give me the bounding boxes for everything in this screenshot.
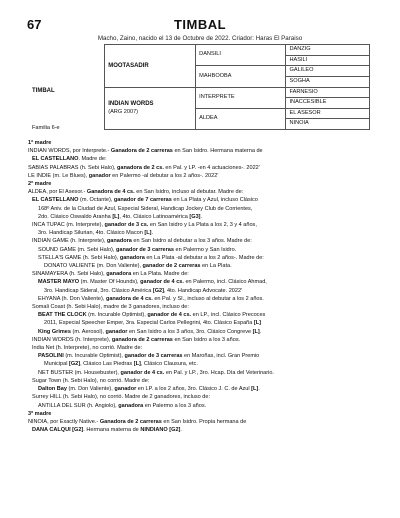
bold-text: EL CASTELLANO [32,156,79,163]
record-line [28,278,372,286]
record-text: NINOIA, por Exactly Native.- [28,418,100,425]
record-text: INDIAN WORDS (h. Interprete), [32,336,112,343]
record-text: en San Isidro y La Plata a los 2, 3 y 4 años, [148,222,257,229]
record-line [28,352,372,360]
record-line [28,295,372,303]
record-text: DONATO VALIENTE (m. Don Valiente), [44,263,143,270]
section-heading: 1ª madre [28,140,52,146]
record-text: en LP. a los 2 años, 3ro. Clásico J. C. de Azul [136,386,252,393]
record-line [28,393,372,401]
bold-text: [L] [112,213,120,220]
record-text: 3ro. Handicap Sideral, 3ro. Clásico América [44,287,153,294]
record-text: . [180,427,182,434]
record-line [28,229,372,237]
bold-text: DANA CALQUI [G2] [32,427,84,434]
record-text: en Palermo y San Isidro. [173,246,237,253]
bold-text: [L] [253,320,261,327]
bold-text: ganadora de 2 cs. [117,164,164,171]
record-line [28,287,372,295]
bold-text: Ganadora de 4 cs. [86,189,135,196]
pedigree-gp-3: INTERPRETE [196,87,286,108]
record-text: en San Isidro a los 3 años, 3ro. Clásico Congreve [127,328,253,335]
pedigree-ggp-6: INACCESIBLE [286,98,370,109]
pedigree-gp-1: DANSILI [196,45,286,66]
bold-text: ganador de 7 carreras [113,197,172,204]
record-line [28,262,372,270]
record-line [28,426,372,434]
record-text: ANTILLA DEL SUR (h. Angiolo), [38,402,119,409]
record-text: en San Isidro, incluso al debutar. Madre de: [134,189,244,196]
pedigree-ggp-7: EL ASESOR [286,108,370,119]
record-line [28,254,372,262]
bold-text: Ganadora de 2 carreras [99,418,162,425]
pedigree-ggp-3: GALILEO [286,66,370,77]
record-line [28,270,372,278]
bold-text: [G2] [152,287,164,294]
record-text: ALDEA, por El Asesor.- [28,189,87,196]
bold-text: ganador [105,328,128,335]
bold-text: [G2] [68,361,81,368]
pedigree-dam-cell [105,87,196,130]
pedigree-ggp-1: DANZIG [286,45,370,56]
bold-text: EL CASTELLANO [32,197,79,204]
bold-text: [G3] [189,213,201,220]
record-text: , 4to. Handicap Advocate. 2022' [163,287,243,294]
record-text: . Madre de: [78,156,107,163]
bold-text: NINDIANO [G2] [140,427,181,434]
record-line [28,418,372,426]
record-text: SABIAS PALABRAS (h. Sebi Halo), [28,164,117,171]
bold-text: ganadora [106,271,132,278]
record-text: en Palermo -al debutar a los 2 años-. 2022' [110,172,219,179]
bold-text: MASTER MAYO [38,279,80,286]
record-text: (m. Octante), [78,197,114,204]
bold-text: ganador de 3 carreras [115,246,174,253]
pedigree-table [28,44,370,130]
record-text: 2do. Clásico Oswaldo Aranha [38,213,113,220]
record-line [28,237,372,245]
record-text: en La Plata y Azul, incluso Clásico [171,197,258,204]
record-text: India Net (h. Interprete), no corrió. Madre de: [32,345,143,352]
record-line [28,164,372,172]
record-text: 2011, Especial Speecher Emper, 3ra. Especial Carlos Pellegrini, 4to. Clásico España [44,320,254,327]
pedigree-dam-year: (ARG 2007) [108,108,139,115]
horse-name-title: TIMBAL [173,17,227,32]
record-line [28,377,372,385]
pedigree-ggp-2: HASILI [286,55,370,66]
bold-text: ganador de 4 cs. [140,279,184,286]
bold-text: ganadora de 4 cs. [105,295,153,302]
record-text: en La Plata -al debutar a los 2 años-. Madre de: [144,254,264,261]
section-heading: 2ª madre [28,181,52,188]
pedigree-horse-name: TIMBAL [32,87,55,94]
pedigree-ggp-5: FARNESIO [286,87,370,98]
bold-text: ganadora [118,402,144,409]
record-text: STELLA'S GAME (h. Sebi Halo), [38,254,120,261]
record-text: en Pal. y LP. -en 4 actuaciones-. 2022' [163,164,260,171]
bold-text: [L] [144,230,152,237]
record-line [28,360,372,368]
record-text: NET BUSTER (m. Housebuster), [38,369,121,376]
record-text: INDIAN WORDS, por Interprete.- [28,148,111,155]
record-line [28,402,372,410]
record-line [28,246,372,254]
pedigree-gp-2: MAHBOOBA [196,66,286,87]
bold-text: ganadora de 2 carreras [111,336,173,343]
record-text: SINAMAYERA (h. Sebi Halo), [32,271,107,278]
record-text: , Clásico Las Piedras [80,361,134,368]
bold-text: PASOLINI [38,353,64,360]
pedigree-horse-cell [28,45,105,130]
record-text: Sugar Town (h. Sebi Halo), no corrió. Madre de: [32,377,150,384]
record-text: (m. Master Of Hounds), [79,279,141,286]
record-text: en Palermo, incl. Clásico Ahmad, [183,279,267,286]
record-text: 3ro. Handicap Silurian, 4to. Clásico Macon [38,230,145,237]
bold-text: ganador de 4 cs. [120,369,165,376]
lot-number: 67 [27,17,42,32]
record-line [28,221,372,229]
section-heading: 3ª madre [28,410,52,417]
record-line [28,147,372,155]
record-text: LE INDIE (m. Le Blues), [28,172,89,179]
record-line [28,205,372,213]
bold-text: ganador de 3 carreras [124,353,183,360]
record-line [28,385,372,393]
record-text: en San Isidro. Hermana materna de [172,148,263,155]
record-text: en Palermo a los 3 años. [143,402,207,409]
record-text: . [258,386,260,393]
record-text: en La Plata. [200,263,232,270]
record-text: INDIAN GAME (h. Interprete), [32,238,107,245]
record-line [28,336,372,344]
record-text: , 4to. Clásico Latinoamérica [119,213,190,220]
pedigree-ggp-4: SOGHA [286,76,370,87]
record-text: en La Plata. Madre de: [131,271,189,278]
bold-text: ganador [114,386,137,393]
record-text: (m. Incurable Optimist), [63,353,125,360]
bold-text: ganador de 2 carreras [142,263,201,270]
record-line [28,311,372,319]
bold-text: King Grimes [38,328,71,335]
record-text: Municipal [44,361,69,368]
record-text: en LP., incl. Clásico Precoces [191,312,266,319]
record-text: (m. Aerosol), [70,328,106,335]
record-text: en Maroñas, incl. Gran Premio [182,353,260,360]
record-text: en San Isidro. Propia hermana de [161,418,247,425]
horse-subtitle: Macho, Zaino, nacido el 13 de Octubre de 2022. Criador: Haras El Paraiso [97,35,303,42]
bold-text: ganadora [119,254,145,261]
record-line [28,155,372,163]
record-line [28,172,372,180]
pedigree-dam: INDIAN WORDS [108,101,154,108]
record-text: (m. Don Valiente), [66,386,115,393]
record-line [28,328,372,336]
record-text: EHYANA (h. Don Valiente), [38,295,106,302]
produce-record [28,139,372,434]
bold-text: Ganadora de 2 carreras [110,148,173,155]
bold-text: Dalton Bay [38,386,67,393]
record-line [28,344,372,352]
bold-text: BEAT THE CLOCK [38,312,87,319]
record-text: 168º Aniv. de la Ciudad de Azul, Especial Sideral, Handicap Jockey Club de Corrientes, [38,205,253,212]
bold-text: ganador de 4 cs. [147,312,192,319]
record-text: . Hermana materna de [83,427,141,434]
record-text: . [259,328,262,335]
record-text: en San Isidro al debutar a los 3 años. Madre de: [131,238,252,245]
record-text: Surrey HILL (h. Sebi Halo), no corrió. Madre de 2 ganadores, incluso de: [32,394,211,401]
record-text: . [200,213,203,220]
record-text: en San Isidro a los 3 años. [172,336,241,343]
bold-text: ganadora [106,238,132,245]
record-text: , Clásico Clausura, etc. [140,361,198,368]
record-line [28,303,372,311]
record-text: SOUND GAME (m. Sebi Halo), [38,246,116,253]
bold-text: ganador [88,172,111,179]
record-text: INCA TUPAC (m. Interprete), [32,222,105,229]
record-text: . [151,230,154,237]
record-text: (m. Incurable Optimist), [86,312,148,319]
bold-text: ganador de 3 cs. [104,222,149,229]
bold-text: [L] [251,386,259,393]
pedigree-sire: MOOTASADIR [105,45,196,88]
pedigree-gp-4: ALDEA [196,108,286,129]
record-line [28,319,372,327]
pedigree-ggp-8: NINOIA [286,119,370,130]
record-line [28,188,372,196]
record-line [28,213,372,221]
pedigree-family: Familia 6-e [32,124,60,131]
record-text: en Pal. y LP., 3ro. Hcap. Día del Veterinario. [164,369,274,376]
bold-text: [L] [252,328,260,335]
record-line [28,196,372,204]
record-text: Somali Coast (h. Sebi Halo), madre de 3 ganadores, incluso de: [32,304,189,311]
record-line [28,369,372,377]
record-text: en Pal. y SI., incluso al debutar a los 2 años. [152,295,264,302]
bold-text: [L] [133,361,141,368]
